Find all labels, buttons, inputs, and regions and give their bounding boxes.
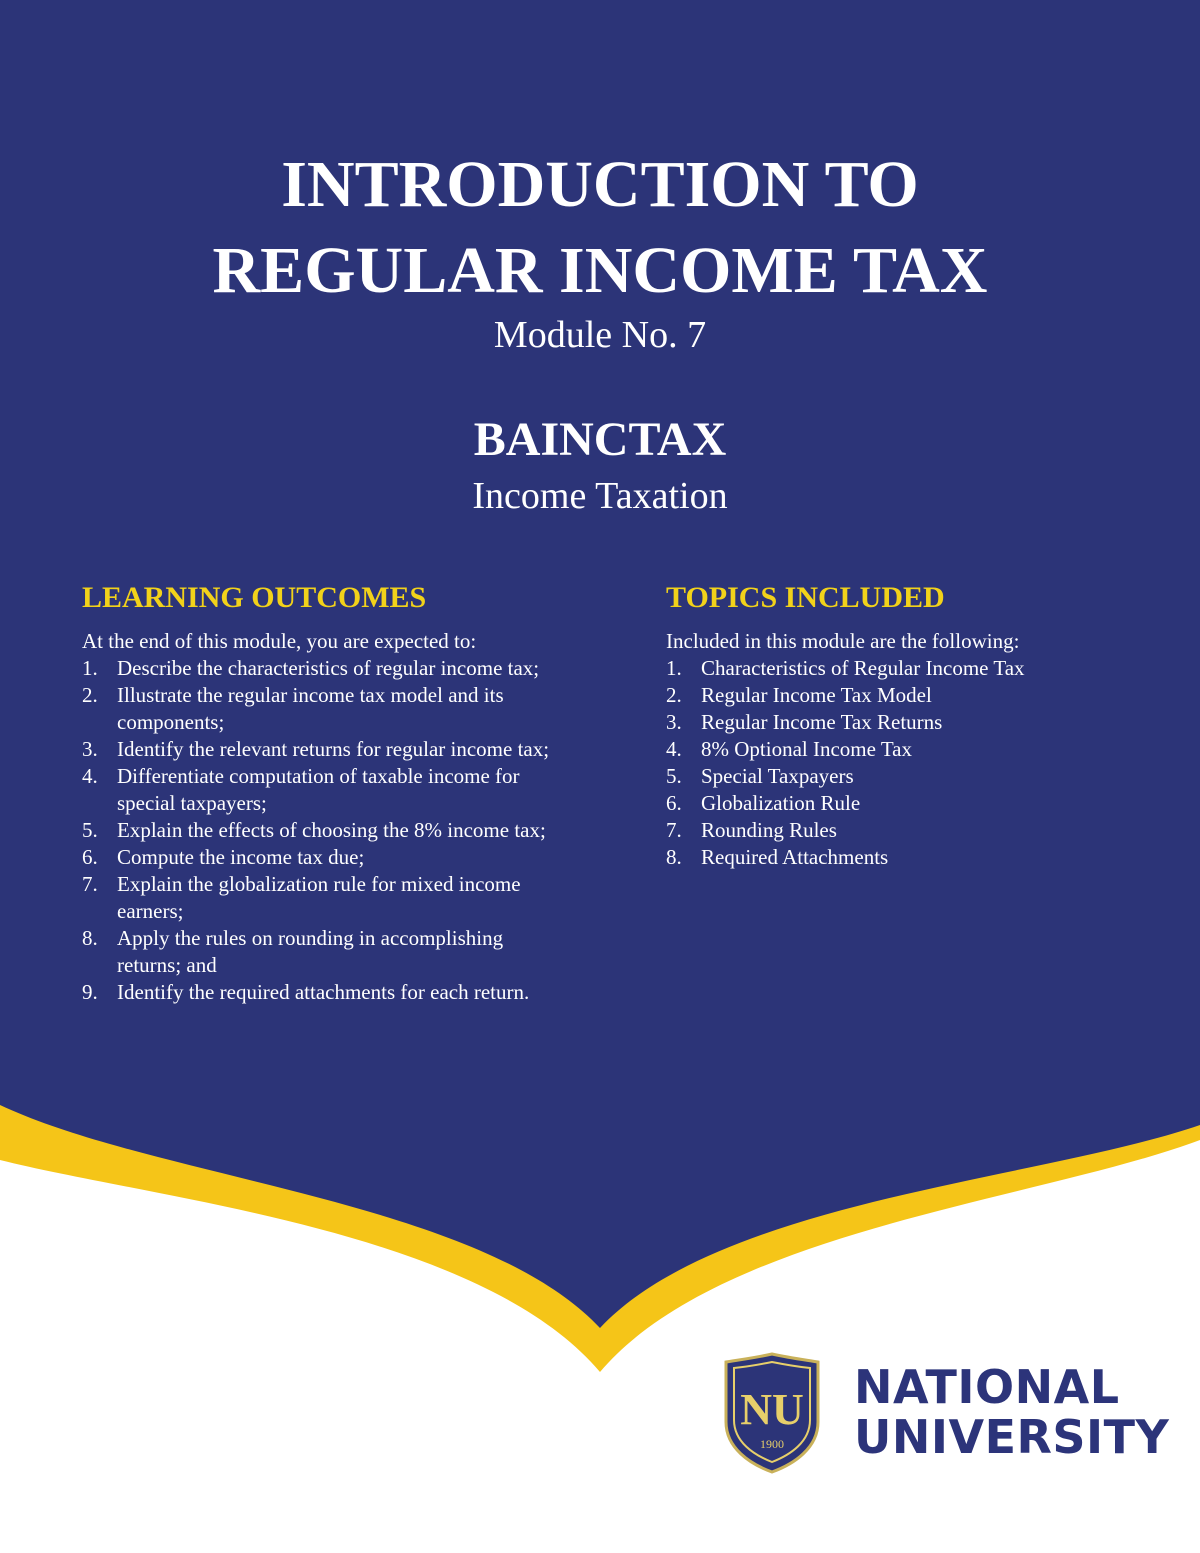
list-item-number: 7.	[82, 872, 98, 896]
list-item-text: Compute the income tax due;	[117, 845, 365, 869]
list-item-text: Rounding Rules	[701, 818, 837, 842]
list-item-text: Regular Income Tax Model	[701, 683, 932, 707]
list-item-text: Required Attachments	[701, 845, 889, 869]
list-item-number: 1.	[82, 656, 98, 680]
list-item	[666, 817, 1136, 844]
list-item-text: Identify the relevant returns for regular income tax;	[117, 737, 550, 761]
list-item-number: 7.	[666, 818, 682, 842]
course-code: BAINCTAX	[473, 413, 727, 466]
university-wordmark	[854, 1362, 1169, 1462]
university-name-line-1: NATIONAL	[854, 1360, 1120, 1414]
topics-included-list	[666, 655, 1136, 871]
list-item	[82, 817, 552, 844]
list-item	[82, 844, 552, 871]
list-item	[666, 736, 1136, 763]
list-item-text: Characteristics of Regular Income Tax	[701, 656, 1025, 680]
list-item	[82, 925, 552, 979]
list-item-number: 8.	[666, 845, 682, 869]
list-item-text: Regular Income Tax Returns	[701, 710, 943, 734]
list-item	[666, 790, 1136, 817]
topics-included-section	[666, 580, 1136, 871]
list-item	[82, 682, 552, 736]
list-item-number: 4.	[666, 737, 682, 761]
learning-outcomes-intro: At the end of this module, you are expected to:	[82, 629, 477, 653]
topics-included-intro: Included in this module are the following:	[666, 629, 1020, 653]
list-item	[82, 763, 552, 817]
list-item-number: 6.	[666, 791, 682, 815]
list-item	[666, 682, 1136, 709]
title-line-1: INTRODUCTION TO	[281, 148, 919, 221]
list-item	[666, 763, 1136, 790]
list-item	[666, 844, 1136, 871]
module-number: Module No. 7	[493, 314, 707, 356]
list-item-text: Describe the characteristics of regular income tax;	[117, 656, 540, 680]
list-item	[82, 655, 552, 682]
list-item-number: 9.	[82, 980, 98, 1004]
list-item-number: 3.	[666, 710, 682, 734]
list-item	[82, 871, 552, 925]
list-item-text: Differentiate computation of taxable income for special taxpayers;	[117, 764, 520, 815]
list-item	[82, 736, 552, 763]
list-item	[82, 979, 552, 1006]
list-item-number: 5.	[82, 818, 98, 842]
university-seal-icon	[722, 1352, 822, 1474]
list-item-number: 5.	[666, 764, 682, 788]
learning-outcomes-heading: LEARNING OUTCOMES	[82, 581, 427, 614]
list-item-text: Special Taxpayers	[701, 764, 854, 788]
seal-letters: NU	[740, 1385, 804, 1434]
list-item-text: Identify the required attachments for each return.	[117, 980, 530, 1004]
university-name-line-2: UNIVERSITY	[854, 1410, 1170, 1464]
title-line-2: REGULAR INCOME TAX	[212, 234, 988, 307]
list-item	[666, 655, 1136, 682]
module-title	[0, 142, 1200, 314]
list-item-text: Explain the globalization rule for mixed income earners;	[117, 872, 521, 923]
list-item-number: 4.	[82, 764, 98, 788]
list-item-text: Explain the effects of choosing the 8% income tax;	[117, 818, 546, 842]
list-item-number: 2.	[82, 683, 98, 707]
list-item-text: Globalization Rule	[701, 791, 861, 815]
learning-outcomes-list	[82, 655, 552, 1006]
list-item-number: 3.	[82, 737, 98, 761]
list-item-number: 1.	[666, 656, 682, 680]
seal-year: 1900	[760, 1437, 784, 1451]
list-item	[666, 709, 1136, 736]
list-item-number: 2.	[666, 683, 682, 707]
course-name: Income Taxation	[472, 475, 728, 517]
list-item-text: 8% Optional Income Tax	[701, 737, 913, 761]
list-item-text: Illustrate the regular income tax model and its components;	[117, 683, 504, 734]
learning-outcomes-section	[82, 580, 552, 1006]
topics-included-heading: TOPICS INCLUDED	[666, 581, 945, 614]
list-item-number: 6.	[82, 845, 98, 869]
list-item-text: Apply the rules on rounding in accomplishing returns; and	[117, 926, 504, 977]
list-item-number: 8.	[82, 926, 98, 950]
